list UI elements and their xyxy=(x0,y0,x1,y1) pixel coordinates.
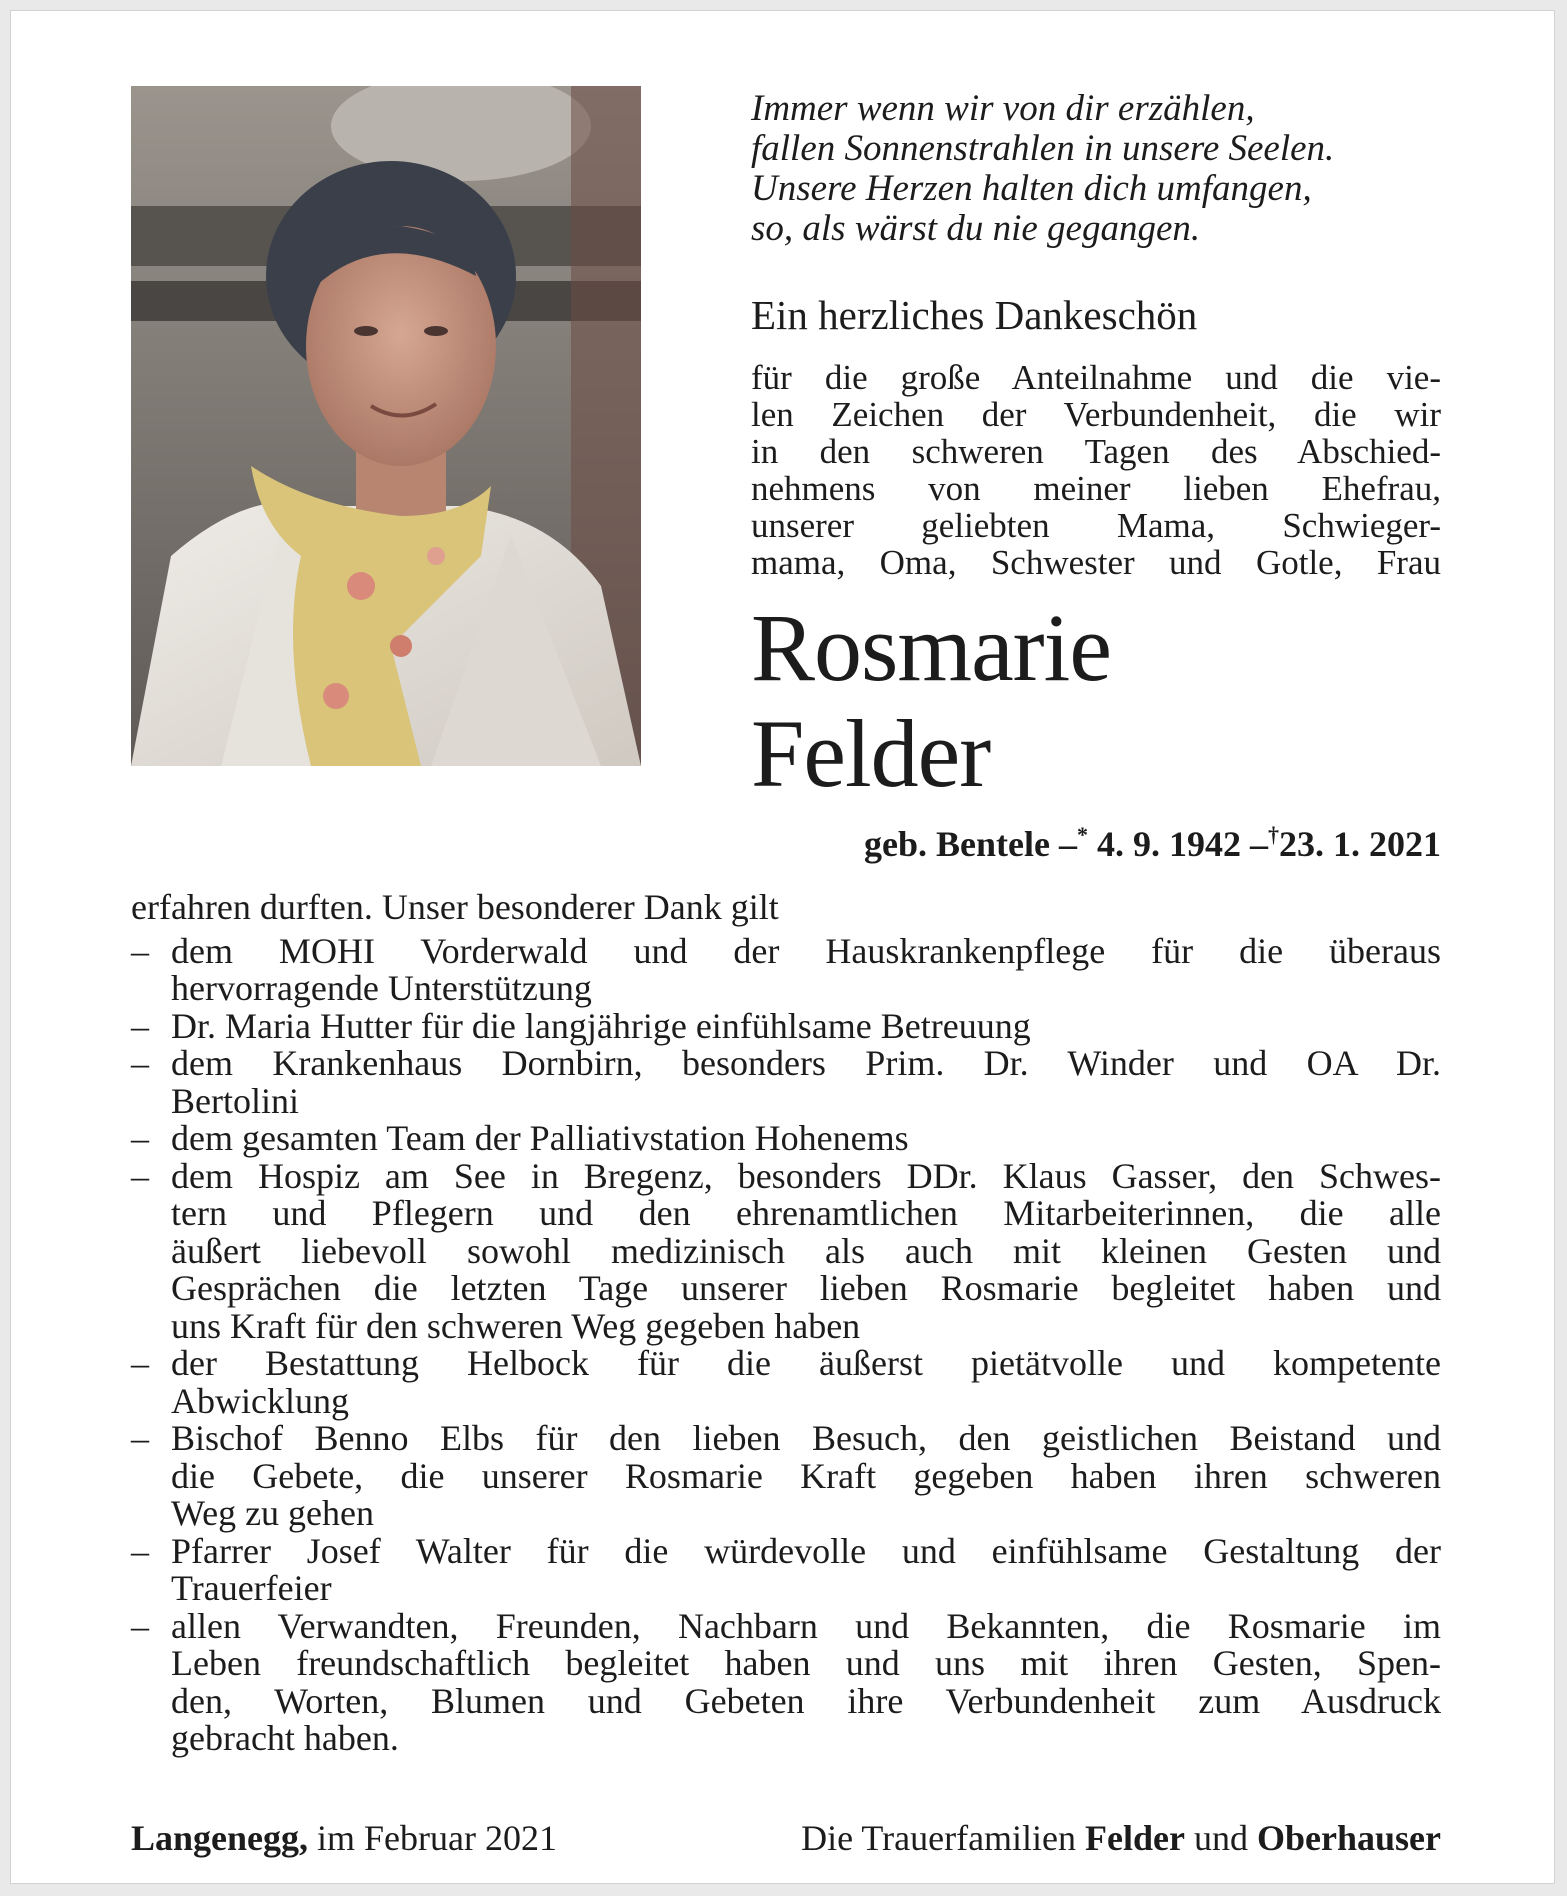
dash-bullet: – xyxy=(131,1155,149,1196)
family-and: und xyxy=(1194,1818,1248,1858)
dash-bullet: – xyxy=(131,930,149,971)
thanks-item-line: Dr. Maria Hutter für die langjährige einfühlsame Betreuung xyxy=(171,1005,1031,1046)
place-date xyxy=(131,1817,557,1859)
obituary-card xyxy=(10,10,1555,1884)
dash-bullet: – xyxy=(131,1530,149,1571)
death-date: 23. 1. 2021 xyxy=(1279,824,1441,864)
thanks-item-line: Bischof Benno Elbs für den lieben Besuch, den geistlichen Beistand und xyxy=(171,1418,1441,1458)
thanks-item-line: Pfarrer Josef Walter für die würdevolle und einfühlsame Gestaltung der xyxy=(171,1530,1441,1571)
thanks-body xyxy=(131,889,1441,1758)
thanks-item-line: uns Kraft für den schweren Weg gegeben haben xyxy=(171,1305,861,1346)
birth-date: 4. 9. 1942 xyxy=(1097,824,1241,864)
dash-bullet: – xyxy=(131,1118,149,1158)
poem-line: so, als wärst du nie gegangen. xyxy=(751,208,1201,249)
dash-bullet: – xyxy=(131,1605,149,1646)
thanks-item-line: den, Worten, Blumen und Gebeten ihre Verbundenheit zum Ausdruck xyxy=(171,1680,1441,1721)
thanks-item-line: Bertolini xyxy=(171,1080,299,1121)
death-symbol: † xyxy=(1268,822,1279,847)
thanks-item-line: der Bestattung Helbock für die äußerst pietätvolle und kompetente xyxy=(171,1343,1441,1383)
thanks-title: Ein herzliches Dankeschön xyxy=(751,292,1198,338)
dash-bullet: – xyxy=(131,1005,149,1046)
thanks-item xyxy=(131,930,1441,1008)
thanks-item-line: Gesprächen die letzten Tage unserer lieben Rosmarie begleitet haben und xyxy=(171,1268,1441,1308)
birth-symbol: * xyxy=(1077,822,1088,847)
intro-line: len Zeichen der Verbundenheit, die wir xyxy=(751,395,1441,434)
thanks-item-line: Trauerfeier xyxy=(171,1568,332,1608)
thanks-item xyxy=(131,1345,1441,1420)
poem-line: Immer wenn wir von dir erzählen, xyxy=(751,88,1255,129)
thanks-item-line: die Gebete, die unserer Rosmarie Kraft gegeben haben ihren schweren xyxy=(171,1455,1441,1496)
family-prefix: Die Trauerfamilien xyxy=(801,1818,1077,1858)
thanks-item-line: Abwicklung xyxy=(171,1380,349,1421)
dash-bullet: – xyxy=(131,1343,149,1383)
intro-line: mama, Oma, Schwester und Gotle, Frau xyxy=(751,543,1441,582)
portrait-photo xyxy=(131,86,641,766)
poem-line: Unsere Herzen halten dich umfangen, xyxy=(751,168,1312,209)
thanks-item-line: Weg zu gehen xyxy=(171,1493,375,1533)
life-dates xyxy=(751,815,1441,864)
separator: – xyxy=(1250,824,1268,864)
right-column xyxy=(751,89,1441,864)
date: im Februar 2021 xyxy=(317,1818,557,1858)
separator: – xyxy=(1059,824,1077,864)
thanks-item xyxy=(131,1005,1441,1046)
thanks-item-line: tern und Pflegern und den ehrenamtlichen Mitarbeiterinnen, die alle xyxy=(171,1193,1441,1233)
thanks-item xyxy=(131,1420,1441,1533)
lead-text: erfahren durften. Unser besonderer Dank gilt xyxy=(131,887,779,927)
thanks-item-line: allen Verwandten, Freunden, Nachbarn und Bekannten, die Rosmarie im xyxy=(171,1605,1441,1646)
thanks-item-line: gebracht haben. xyxy=(171,1718,399,1758)
intro-text xyxy=(751,359,1441,581)
thanks-item-line: äußert liebevoll sowohl medizinisch als auch mit kleinen Gesten und xyxy=(171,1230,1441,1271)
thanks-item-line: dem MOHI Vorderwald und der Hauskrankenpflege für die überaus xyxy=(171,930,1441,971)
thanks-item-line: dem Krankenhaus Dornbirn, besonders Prim. Dr. Winder und OA Dr. xyxy=(171,1043,1441,1083)
poem xyxy=(751,89,1441,249)
poem-line: fallen Sonnenstrahlen in unsere Seelen. xyxy=(751,128,1335,169)
family-name-2: Oberhauser xyxy=(1257,1818,1441,1858)
family-name-1: Felder xyxy=(1085,1818,1185,1858)
intro-line: nehmens von meiner lieben Ehefrau, xyxy=(751,469,1441,508)
intro-line: unserer geliebten Mama, Schwieger- xyxy=(751,506,1441,545)
thanks-item xyxy=(131,1155,1441,1346)
dash-bullet: – xyxy=(131,1043,149,1083)
thanks-item-line: dem gesamten Team der Palliativstation Hohenems xyxy=(171,1118,909,1158)
thanks-item xyxy=(131,1530,1441,1608)
thanks-item-line: hervorragende Unterstützung xyxy=(171,968,592,1008)
thanks-item-line: Leben freundschaftlich begleitet haben und uns mit ihren Gesten, Spen- xyxy=(171,1643,1441,1683)
intro-line: in den schweren Tagen des Abschied- xyxy=(751,432,1441,471)
thanks-item xyxy=(131,1045,1441,1120)
first-name: Rosmarie xyxy=(751,594,1111,701)
birth-name: geb. Bentele xyxy=(864,824,1050,864)
thanks-item-line: dem Hospiz am See in Bregenz, besonders DDr. Klaus Gasser, den Schwes- xyxy=(171,1155,1441,1196)
intro-line: für die große Anteilnahme und die vie- xyxy=(751,358,1441,397)
place: Langenegg, xyxy=(131,1818,309,1858)
thanks-item xyxy=(131,1605,1441,1758)
thanks-list xyxy=(131,930,1441,1758)
portrait-image xyxy=(131,86,641,766)
last-name: Felder xyxy=(751,700,991,807)
dash-bullet: – xyxy=(131,1418,149,1458)
deceased-name xyxy=(751,595,1441,807)
families xyxy=(801,1817,1441,1859)
thanks-item xyxy=(131,1120,1441,1158)
